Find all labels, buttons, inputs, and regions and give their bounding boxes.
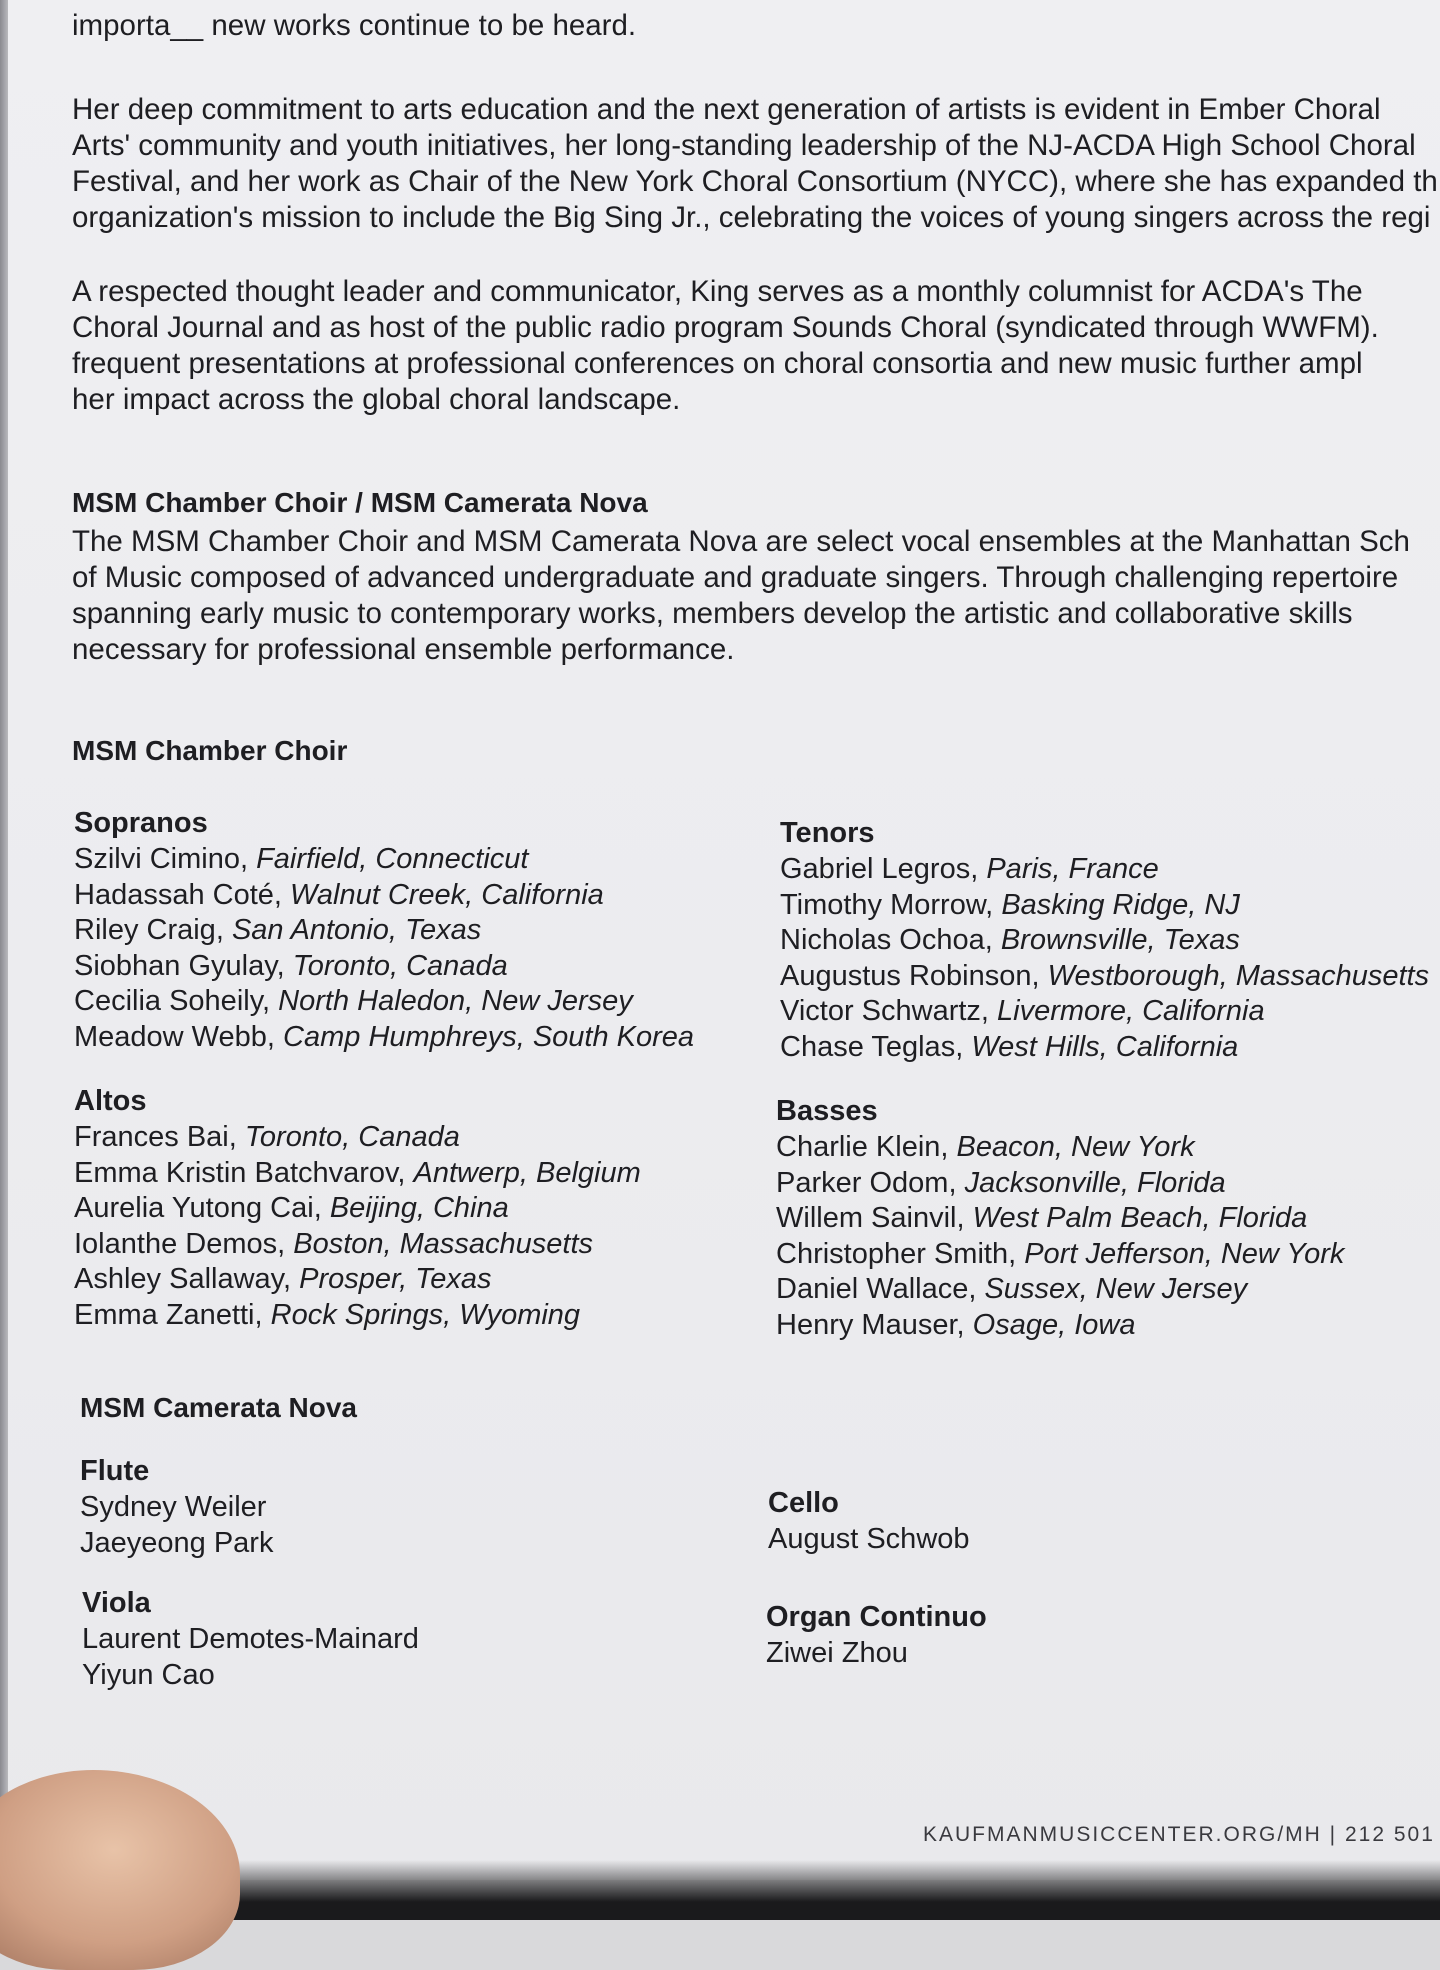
section-label: Cello — [768, 1487, 839, 1519]
ensemble-title: MSM Chamber Choir / MSM Camerata Nova — [72, 487, 648, 518]
member-row — [74, 1020, 694, 1056]
member-hometown: Brownsville, Texas — [1000, 924, 1240, 956]
member-hometown: Beacon, New York — [956, 1131, 1195, 1163]
member-name: Daniel Wallace, — [776, 1273, 977, 1305]
member-hometown: Boston, Massachusetts — [293, 1227, 594, 1260]
member-row — [780, 852, 1429, 888]
member-name: Emma Zanetti, — [74, 1298, 263, 1331]
member-hometown: Antwerp, Belgium — [413, 1156, 641, 1189]
member-hometown: Sussex, New Jersey — [984, 1273, 1248, 1305]
member-row — [74, 913, 694, 949]
altos-section — [74, 1082, 641, 1333]
member-name: Yiyun Cao — [82, 1658, 215, 1691]
member-row — [776, 1308, 1344, 1344]
member-hometown: Fairfield, Connecticut — [256, 843, 529, 875]
basses-section — [776, 1092, 1344, 1343]
flute-list — [80, 1490, 273, 1561]
ensemble-description: The MSM Chamber Choir and MSM Camerata Nova are select vocal ensembles at the Manhattan Sch of Music composed of advanced undergraduate and graduate singers. Through challenging repertoire spanning early music to contemporary works, members develop the artistic and collaborative skills necessary for professional ensemble performance. — [72, 525, 1410, 666]
member-row — [74, 949, 694, 985]
sopranos-section — [74, 804, 694, 1055]
member-hometown: Port Jefferson, New York — [1024, 1237, 1345, 1270]
member-name: Parker Odom, — [776, 1166, 957, 1199]
section-label: Basses — [776, 1095, 878, 1127]
member-name: Cecilia Soheily, — [74, 985, 271, 1017]
member-hometown: North Haledon, New Jersey — [278, 985, 633, 1017]
member-hometown: Prosper, Texas — [299, 1263, 492, 1295]
member-row — [780, 994, 1429, 1030]
member-hometown: Osage, Iowa — [972, 1308, 1136, 1341]
basses-list — [776, 1130, 1344, 1343]
tenors-section — [780, 814, 1429, 1065]
bio-paragraph-leadership: A respected thought leader and communicator, King serves as a monthly columnist for ACDA's The Choral Journal and as host of the public radio program Sounds Choral (syndicated through WWFM). frequent presentations at professional conferences on choral consortia and new music further ampl her impact across the global choral landscape. — [72, 275, 1379, 416]
member-hometown: Toronto, Canada — [292, 949, 508, 982]
section-label: Tenors — [780, 817, 875, 849]
flute-section — [80, 1452, 273, 1561]
member-row — [74, 984, 694, 1020]
chamber-choir-title: MSM Chamber Choir — [72, 735, 348, 766]
member-row — [776, 1237, 1344, 1273]
member-hometown: Jacksonville, Florida — [964, 1166, 1226, 1199]
member-name: Timothy Morrow, — [780, 888, 994, 921]
footer-url: KAUFMANMUSICCENTER.ORG/MH | 212 501 — [923, 1823, 1435, 1846]
camerata-title: MSM Camerata Nova — [80, 1392, 357, 1423]
member-hometown: San Antonio, Texas — [231, 914, 482, 946]
organ-section — [766, 1598, 987, 1672]
member-row — [776, 1130, 1344, 1166]
member-row — [776, 1272, 1344, 1308]
section-label: Altos — [74, 1085, 147, 1117]
member-row — [74, 1227, 641, 1263]
member-name: Gabriel Legros, — [780, 853, 979, 885]
member-name: Frances Bai, — [74, 1121, 237, 1153]
sopranos-list — [74, 842, 694, 1055]
member-row — [780, 1030, 1429, 1066]
member-row — [74, 1262, 641, 1298]
member-name: Jaeyeong Park — [80, 1526, 274, 1559]
section-label: Flute — [80, 1455, 150, 1487]
member-hometown: Westborough, Massachusetts — [1047, 959, 1430, 992]
altos-list — [74, 1120, 641, 1333]
member-name: Ashley Sallaway, — [74, 1263, 292, 1295]
member-name: Charlie Klein, — [776, 1131, 949, 1163]
member-name: Szilvi Cimino, — [74, 843, 249, 875]
member-row — [776, 1166, 1344, 1202]
member-hometown: Rock Springs, Wyoming — [270, 1298, 581, 1331]
member-row — [780, 888, 1429, 924]
member-row — [776, 1201, 1344, 1237]
member-name: Laurent Demotes-Mainard — [82, 1623, 419, 1655]
member-name: Henry Mauser, — [776, 1308, 965, 1341]
member-hometown: Camp Humphreys, South Korea — [283, 1020, 695, 1053]
member-name: Meadow Webb, — [74, 1020, 275, 1053]
member-row — [74, 1120, 641, 1156]
member-hometown: Paris, France — [986, 853, 1159, 885]
bio-fragment: importa__ new works continue to be heard. — [72, 9, 637, 42]
member-row — [780, 959, 1429, 995]
section-label: Sopranos — [74, 807, 208, 839]
member-name: Ziwei Zhou — [766, 1637, 908, 1669]
member-name: Augustus Robinson, — [780, 959, 1040, 992]
section-label: Viola — [82, 1587, 151, 1619]
member-hometown: Beijing, China — [329, 1192, 509, 1224]
member-name: Emma Kristin Batchvarov, — [74, 1156, 406, 1189]
member-name: Hadassah Coté, — [74, 878, 282, 911]
cello-section — [768, 1484, 970, 1558]
viola-section — [82, 1584, 419, 1693]
member-row — [74, 842, 694, 878]
member-hometown: Livermore, California — [997, 995, 1265, 1027]
member-name: Sydney Weiler — [80, 1491, 267, 1523]
member-name: Victor Schwartz, — [780, 995, 989, 1027]
viola-list — [82, 1622, 419, 1693]
program-page — [8, 0, 1440, 1880]
member-row — [74, 1298, 641, 1334]
cello-list — [768, 1522, 970, 1558]
member-row — [74, 1156, 641, 1192]
member-name: August Schwob — [768, 1523, 970, 1555]
member-hometown: West Palm Beach, Florida — [972, 1202, 1308, 1234]
tenors-list — [780, 852, 1429, 1065]
member-name: Willem Sainvil, — [776, 1202, 965, 1234]
member-name: Chase Teglas, — [780, 1030, 964, 1063]
member-hometown: Basking Ridge, NJ — [1001, 888, 1240, 921]
member-row — [74, 878, 694, 914]
member-name: Christopher Smith, — [776, 1237, 1017, 1270]
section-label: Organ Continuo — [766, 1601, 987, 1633]
member-name: Aurelia Yutong Cai, — [74, 1192, 322, 1224]
member-hometown: Walnut Creek, California — [290, 878, 604, 911]
member-name: Nicholas Ochoa, — [780, 924, 993, 956]
bio-paragraph-education: Her deep commitment to arts education and the next generation of artists is evident in Ember Choral Arts' community and youth initiatives, her long-standing leadership of the NJ-ACDA High School Choral Festival, and her work as Chair of the New York Choral Consortium (NYCC), where she has expanded th organization's mission to include the Big Sing Jr., celebrating the voices of young singers across the regi — [72, 93, 1438, 234]
member-name: Riley Craig, — [74, 914, 224, 946]
member-hometown: West Hills, California — [971, 1030, 1239, 1063]
member-name: Siobhan Gyulay, — [74, 949, 285, 982]
organ-list — [766, 1636, 987, 1672]
member-name: Iolanthe Demos, — [74, 1227, 286, 1260]
member-row — [74, 1191, 641, 1227]
member-hometown: Toronto, Canada — [244, 1121, 460, 1153]
member-row — [780, 923, 1429, 959]
